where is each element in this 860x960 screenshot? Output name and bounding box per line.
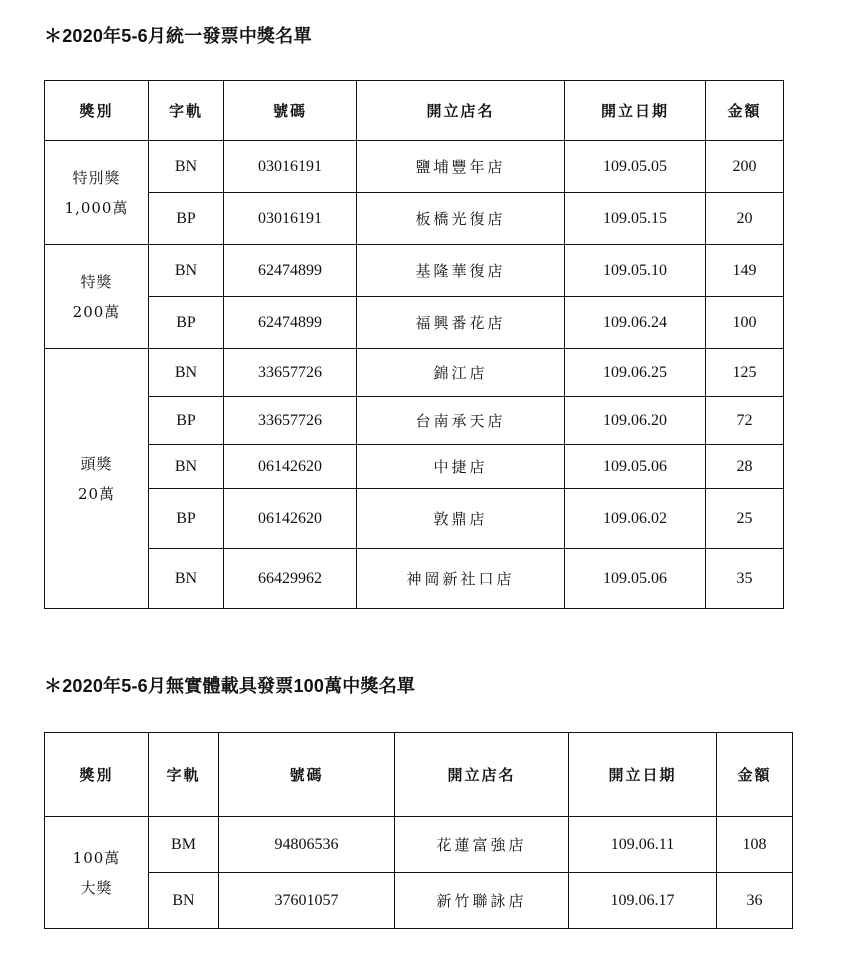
column-header-amount: 金額	[717, 733, 793, 817]
section-title-cloud-invoice-winners: ＊2020年5-6月無實體載具發票100萬中獎名單	[44, 676, 416, 696]
invoice-number-cell: 37601057	[219, 873, 395, 929]
cloud-invoice-winners-table-body	[45, 733, 793, 929]
issue-date-cell: 109.05.06	[565, 549, 706, 609]
prize-category-cell	[45, 817, 149, 929]
table-row	[45, 297, 784, 349]
store-name-cell: 中捷店	[357, 445, 565, 489]
prefix-cell: BN	[149, 141, 224, 193]
amount-cell: 72	[706, 397, 784, 445]
issue-date-cell: 109.05.15	[565, 193, 706, 245]
prefix-cell: BN	[149, 873, 219, 929]
column-header-number: 號碼	[219, 733, 395, 817]
prize-category-label: 特別獎	[72, 168, 121, 187]
issue-date-cell: 109.05.06	[565, 445, 706, 489]
prize-category-cell	[45, 245, 149, 349]
prize-category-label: 100萬	[72, 848, 121, 867]
prefix-cell: BM	[149, 817, 219, 873]
store-name-cell: 新竹聯詠店	[395, 873, 569, 929]
prefix-cell: BN	[149, 549, 224, 609]
table-row	[45, 549, 784, 609]
prefix-cell: BN	[149, 245, 224, 297]
prize-category-label: 頭獎	[80, 454, 113, 473]
table-row	[45, 489, 784, 549]
issue-date-cell: 109.06.11	[569, 817, 717, 873]
amount-cell: 200	[706, 141, 784, 193]
invoice-number-cell: 62474899	[224, 297, 357, 349]
store-name-cell: 錦江店	[357, 349, 565, 397]
column-header-category: 獎別	[45, 733, 149, 817]
amount-cell: 108	[717, 817, 793, 873]
amount-cell: 28	[706, 445, 784, 489]
table-row	[45, 817, 793, 873]
table-row	[45, 349, 784, 397]
store-name-cell: 敦鼎店	[357, 489, 565, 549]
table-row	[45, 445, 784, 489]
amount-cell: 20	[706, 193, 784, 245]
store-name-cell: 基隆華復店	[357, 245, 565, 297]
table-row	[45, 873, 793, 929]
prize-category-cell	[45, 141, 149, 245]
table-row	[45, 245, 784, 297]
invoice-number-cell: 33657726	[224, 349, 357, 397]
invoice-number-cell: 94806536	[219, 817, 395, 873]
prefix-cell: BP	[149, 297, 224, 349]
column-header-prefix: 字軌	[149, 733, 219, 817]
prize-category-label: 特獎	[80, 272, 113, 291]
invoice-number-cell: 03016191	[224, 193, 357, 245]
invoice-number-cell: 33657726	[224, 397, 357, 445]
prefix-cell: BN	[149, 349, 224, 397]
issue-date-cell: 109.06.17	[569, 873, 717, 929]
issue-date-cell: 109.06.24	[565, 297, 706, 349]
amount-cell: 36	[717, 873, 793, 929]
prefix-cell: BN	[149, 445, 224, 489]
invoice-winners-table	[44, 80, 784, 609]
table-row	[45, 397, 784, 445]
column-header-amount: 金額	[706, 81, 784, 141]
column-header-date: 開立日期	[569, 733, 717, 817]
store-name-cell: 鹽埔豐年店	[357, 141, 565, 193]
column-header-prefix: 字軌	[149, 81, 224, 141]
store-name-cell: 板橋光復店	[357, 193, 565, 245]
issue-date-cell: 109.05.10	[565, 245, 706, 297]
header-row	[45, 733, 793, 817]
amount-cell: 125	[706, 349, 784, 397]
prefix-cell: BP	[149, 489, 224, 549]
store-name-cell: 神岡新社口店	[357, 549, 565, 609]
prize-category-cell	[45, 349, 149, 609]
prize-category-label: 20萬	[77, 484, 116, 503]
prize-category-label: 200萬	[72, 302, 121, 321]
amount-cell: 100	[706, 297, 784, 349]
invoice-number-cell: 62474899	[224, 245, 357, 297]
invoice-number-cell: 66429962	[224, 549, 357, 609]
column-header-store: 開立店名	[357, 81, 565, 141]
issue-date-cell: 109.06.02	[565, 489, 706, 549]
header-row	[45, 81, 784, 141]
prefix-cell: BP	[149, 193, 224, 245]
issue-date-cell: 109.05.05	[565, 141, 706, 193]
table-row	[45, 141, 784, 193]
amount-cell: 25	[706, 489, 784, 549]
invoice-winners-table-body	[45, 81, 784, 609]
table-row	[45, 193, 784, 245]
column-header-category: 獎別	[45, 81, 149, 141]
issue-date-cell: 109.06.20	[565, 397, 706, 445]
issue-date-cell: 109.06.25	[565, 349, 706, 397]
section-title-invoice-winners: ＊2020年5-6月統一發票中獎名單	[44, 26, 312, 46]
prefix-cell: BP	[149, 397, 224, 445]
column-header-store: 開立店名	[395, 733, 569, 817]
invoice-number-cell: 06142620	[224, 489, 357, 549]
column-header-number: 號碼	[224, 81, 357, 141]
invoice-number-cell: 03016191	[224, 141, 357, 193]
prize-category-label: 大獎	[80, 878, 113, 897]
invoice-number-cell: 06142620	[224, 445, 357, 489]
store-name-cell: 花蓮富強店	[395, 817, 569, 873]
store-name-cell: 福興番花店	[357, 297, 565, 349]
amount-cell: 35	[706, 549, 784, 609]
amount-cell: 149	[706, 245, 784, 297]
cloud-invoice-winners-table	[44, 732, 793, 929]
store-name-cell: 台南承天店	[357, 397, 565, 445]
column-header-date: 開立日期	[565, 81, 706, 141]
prize-category-label: 1,000萬	[64, 198, 129, 217]
